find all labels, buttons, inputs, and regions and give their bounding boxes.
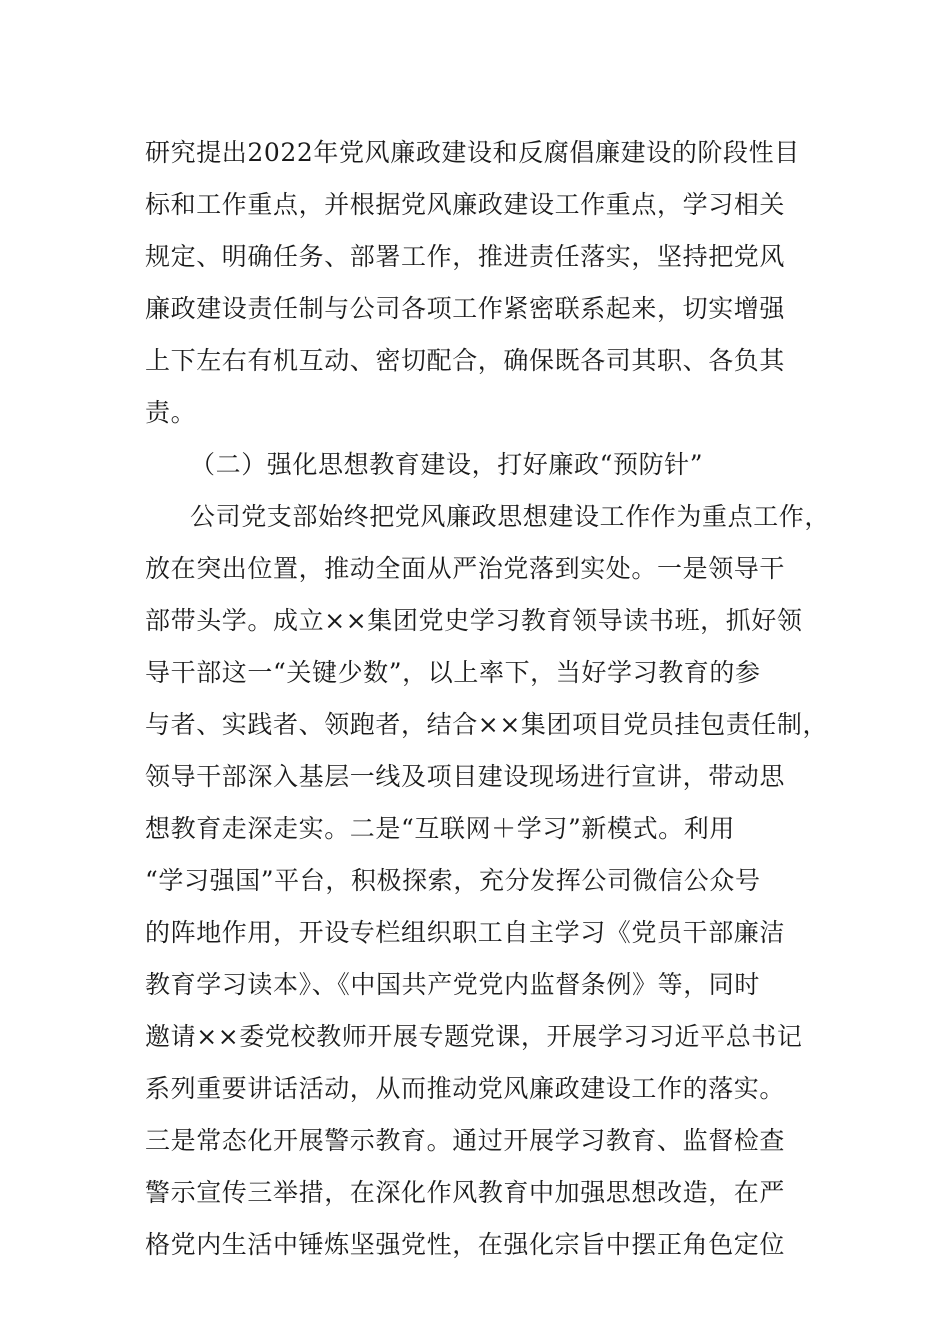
- paragraph-2-line-4: 导干部这一“关键少数”，以上率下，当好学习教育的参: [145, 658, 761, 687]
- paragraph-2-line-6: 领导干部深入基层一线及项目建设现场进行宣讲，带动思: [145, 762, 786, 791]
- paragraph-1-line-1: 研究提出2022年党风廉政建设和反腐倡廉建设的阶段性目: [145, 138, 800, 167]
- paragraph-2-line-11: 邀请××委党校教师开展专题党课，开展学习习近平总书记: [145, 1022, 803, 1051]
- paragraph-2-line-9: 的阵地作用，开设专栏组织职工自主学习《党员干部廉洁: [145, 918, 786, 947]
- paragraph-2-line-8: “学习强国”平台，积极探索，充分发挥公司微信公众号: [145, 866, 761, 895]
- paragraph-2-line-15: 格党内生活中锤炼坚强党性，在强化宗旨中摆正角色定位: [145, 1230, 786, 1259]
- paragraph-2-line-13: 三是常态化开展警示教育。通过开展学习教育、监督检查: [145, 1126, 786, 1155]
- paragraph-1-line-6: 责。: [145, 398, 197, 427]
- paragraph-2-line-1: 公司党支部始终把党风廉政思想建设工作作为重点工作，: [190, 502, 831, 531]
- paragraph-2-line-14: 警示宣传三举措，在深化作风教育中加强思想改造，在严: [145, 1178, 786, 1207]
- paragraph-1-line-2: 标和工作重点，并根据党风廉政建设工作重点，学习相关: [145, 190, 786, 219]
- section-heading: （二）强化思想教育建设，打好廉政“预防针”: [190, 450, 704, 479]
- paragraph-2-line-2: 放在突出位置，推动全面从严治党落到实处。一是领导干: [145, 554, 786, 583]
- paragraph-1-line-3: 规定、明确任务、部署工作，推进责任落实，坚持把党风: [145, 242, 786, 271]
- paragraph-2-line-3: 部带头学。成立××集团党史学习教育领导读书班，抓好领: [145, 606, 803, 635]
- paragraph-2-line-7: 想教育走深走实。二是“互联网＋学习”新模式。利用: [145, 814, 735, 843]
- paragraph-2-line-5: 与者、实践者、领跑者，结合××集团项目党员挂包责任制，: [145, 710, 829, 739]
- paragraph-1-line-4: 廉政建设责任制与公司各项工作紧密联系起来，切实增强: [145, 294, 786, 323]
- paragraph-2-line-10: 教育学习读本》、《中国共产党党内监督条例》等，同时: [145, 970, 761, 999]
- paragraph-1-line-5: 上下左右有机互动、密切配合，确保既各司其职、各负其: [145, 346, 786, 375]
- paragraph-2-line-12: 系列重要讲话活动，从而推动党风廉政建设工作的落实。: [145, 1074, 786, 1103]
